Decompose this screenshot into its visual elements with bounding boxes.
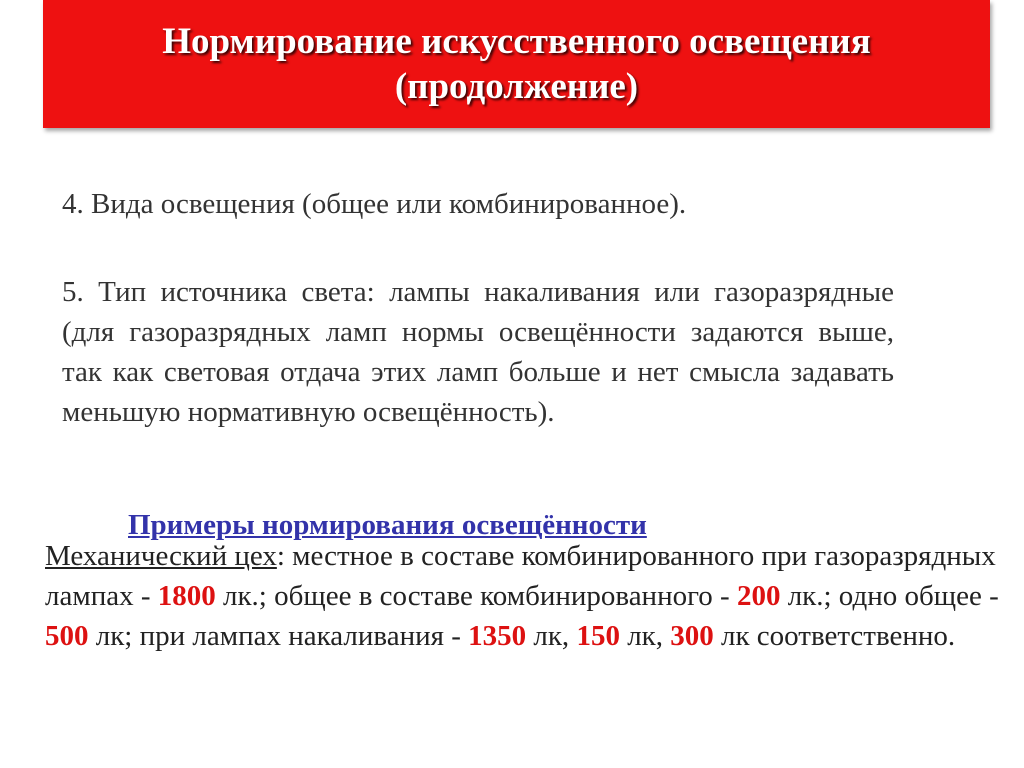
value-500: 500	[45, 620, 89, 652]
examples-text-5: лк,	[526, 620, 577, 652]
value-150: 150	[576, 620, 620, 652]
workshop-label: Механический цех	[45, 540, 277, 572]
examples-text-7: лк соответственно.	[713, 620, 956, 652]
examples-text-4: лк; при лампах накаливания -	[88, 620, 469, 652]
examples-heading: Примеры нормирования освещённости	[128, 509, 647, 541]
examples-text-1: : местное в составе комбинированного при газоразрядных лампах -	[45, 540, 996, 612]
examples-text-3: лк.; одно общее -	[780, 580, 999, 612]
examples-text-6: лк,	[619, 620, 671, 652]
value-300: 300	[670, 620, 714, 652]
examples-paragraph	[45, 536, 1005, 656]
slide-title-line-2: (продолжение)	[394, 66, 639, 107]
title-banner	[43, 0, 990, 128]
value-1800: 1800	[157, 580, 216, 612]
value-200: 200	[736, 580, 781, 612]
item-4-text: 4. Вида освещения (общее или комбинированное).	[62, 188, 687, 220]
examples-text-2: лк.; общее в составе комбинированного -	[215, 580, 737, 612]
slide-title-line-1: Нормирование искусственного освещения	[162, 21, 871, 62]
value-1350: 1350	[468, 620, 527, 652]
item-5-text: 5. Тип источника света: лампы накаливания или газоразрядные (для газоразрядных ламп нормы освещённости задаются выше, так как световая отдача этих ламп больше и нет смысла задавать меньшую нормативную освещённость).	[62, 276, 894, 428]
